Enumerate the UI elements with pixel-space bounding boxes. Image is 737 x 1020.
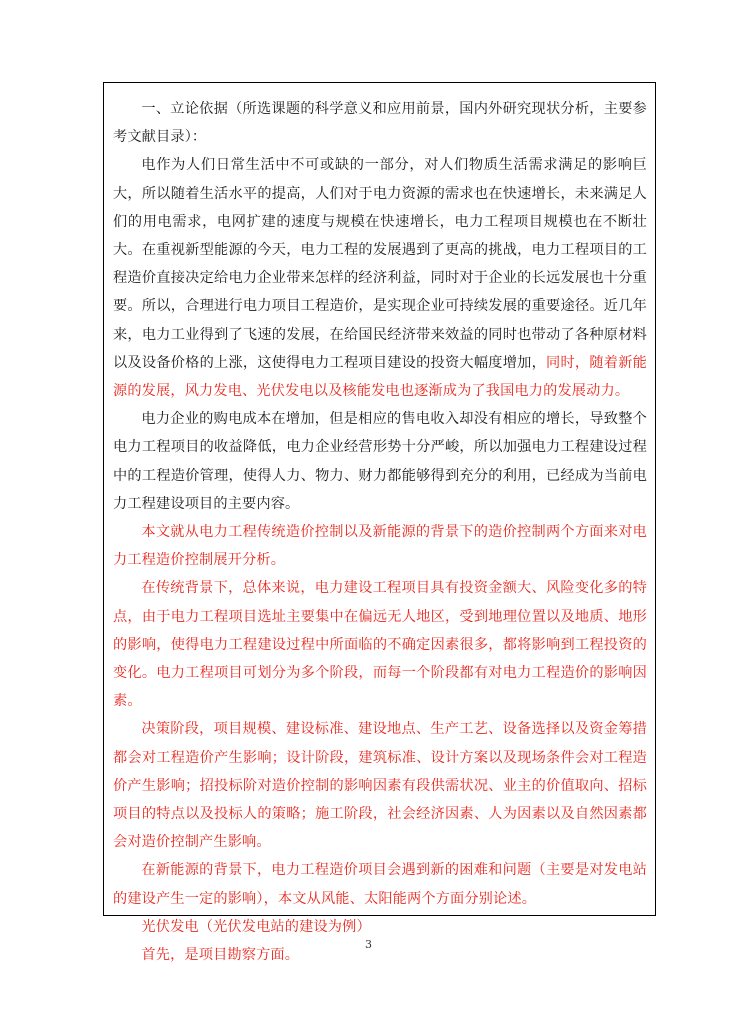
paragraph-7-text: 光伏发电（光伏发电站的建设为例） — [141, 918, 371, 935]
paragraph-4-text: 在传统背景下，总体来说，电力建设工程项目具有投资金额大、风险变化多的特点，由于电力工程项目选址主要集中在偏远无人地区，受到地理位置以及地质、地形的影响，使得电力工程建设过程中所面临的不确定因素很多，都将影响到工程投资的变化。电力工程项目可划分为多个阶段，而每一个阶段都有对电力工程造价的影响因素。 — [113, 580, 647, 710]
paragraph-2-text: 电力企业的购电成本在增加，但是相应的售电收入却没有相应的增长，导致整个电力工程项目的收益降低，电力企业经营形势十分严峻，所以加强电力工程建设过程中的工程造价管理，使得人力、物力、财力都能够得到充分的利用，已经成为当前电力工程建设项目的主要内容。 — [113, 411, 647, 512]
paragraph-2 — [113, 405, 647, 518]
paragraph-6-text: 在新能源的背景下，电力工程造价项目会遇到新的困难和问题（主要是对发电站的建设产生一定的影响），本文从风能、太阳能两个方面分别论述。 — [113, 862, 647, 907]
paragraph-1-text: 电作为人们日常生活中不可或缺的一部分，对人们物质生活需求满足的影响巨大，所以随着生活水平的提高，人们对于电力资源的需求也在快速增长，未来满足人们的用电需求，电网扩建的速度与规模在快速增长，电力工程项目规模也在不断壮大。在重视新型能源的今天，电力工程的发展遇到了更高的挑战，电力工程项目的工程造价直接决定给电力企业带来怎样的经济利益，同时对于企业的长远发展也十分重要。所以，合理进行电力项目工程造价，是实现企业可持续发展的重要途径。近几年来，电力工业得到了飞速的发展，在给国民经济带来效益的同时也带动了各种原材料以及设备价格的上涨，这使得电力工程项目建设的投资大幅度增加， — [113, 157, 647, 371]
page-number: 3 — [365, 938, 372, 951]
paragraph-1 — [113, 151, 647, 405]
paragraph-4 — [113, 574, 647, 715]
paragraph-3 — [113, 518, 647, 574]
cell-content — [113, 95, 647, 969]
paragraph-5 — [113, 715, 647, 856]
section-heading: 一、立论依据（所选课题的科学意义和应用前景，国内外研究现状分析，主要参考文献目录）： — [113, 101, 647, 146]
paragraph-8-text: 首先，是项目勘察方面。 — [141, 947, 300, 964]
paragraph-3-text: 本文就从电力工程传统造价控制以及新能源的背景下的造价控制两个方面来对电力工程造价控制展开分析。 — [113, 524, 647, 569]
paragraph-7 — [113, 913, 647, 941]
paragraph-1-red-text: 同时，随着新能源的发展，风力发电、光伏发电以及核能发电也逐渐成为了我国电力的发展动力。 — [113, 354, 647, 400]
paragraph-5-text: 决策阶段，项目规模、建设标准、建设地点、生产工艺、设备选择以及资金筹措都会对工程造价产生影响；设计阶段，建筑标准、设计方案以及现场条件会对工程造价产生影响；招投标阶对造价控制的影响因素有段供需状况、业主的价值取向、招标项目的特点以及投标人的策略；施工阶段，社会经济因素、人为因素以及自然因素都会对造价控制产生影响。 — [113, 721, 647, 851]
paragraph-6 — [113, 856, 647, 912]
